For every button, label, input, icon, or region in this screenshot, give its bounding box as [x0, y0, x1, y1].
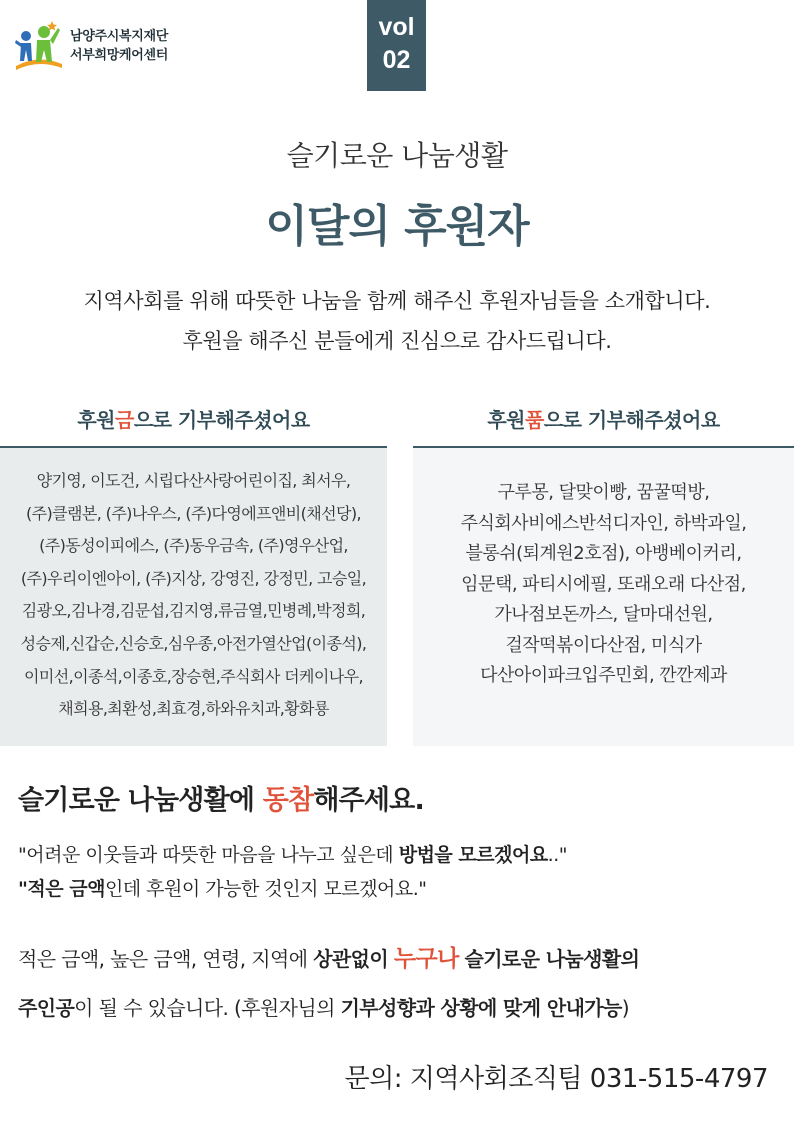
money-donor-line: (주)동성이피에스, (주)동우금속, (주)영우산업,: [39, 536, 348, 556]
page-title: 이달의 후원자: [265, 201, 529, 252]
para-f: 슬기로운 나눔생활의: [464, 947, 640, 971]
quote1-bold: 방법을 모르겠어요: [398, 844, 548, 866]
intro-text: [0, 281, 794, 361]
intro-line-2: 후원을 해주신 분들에게 진심으로 감사드립니다.: [182, 329, 612, 353]
para-line-2: [18, 984, 639, 1033]
contact-info: 문의: 지역사회조직팀 031-515-4797: [344, 1064, 768, 1094]
org-logo: [12, 16, 168, 76]
people-logo-icon: [12, 16, 64, 76]
goods-donor-line: 블롱쉬(퇴계원2호점), 아뱅베이커리,: [465, 543, 742, 564]
volume-tag: [367, 0, 426, 91]
org-name-line1: 남양주시복지재단: [70, 29, 169, 44]
join-highlight: 동참: [262, 785, 314, 816]
para-line-1: [18, 935, 639, 984]
goods-donors-list: [413, 448, 794, 692]
goods-donors-box: [413, 448, 794, 746]
quote1-pre: "어려운 이웃들과 따뜻한 마음을 나누고 싶은데: [18, 844, 399, 866]
money-donors-heading: [0, 404, 387, 433]
quote-line-2: [18, 872, 567, 906]
goods-donor-line: 가나점보돈까스, 달마대선원,: [494, 604, 713, 625]
join-pre: 슬기로운 나눔생활에: [18, 785, 263, 816]
goods-donor-line: 주식회사비에스반석디자인, 하박과일,: [460, 512, 747, 534]
quote2-pre: ": [18, 878, 28, 900]
goods-donor-line: 다산아이파크입주민회, 깐깐제과: [480, 665, 727, 686]
para-g: 주인공: [18, 996, 75, 1020]
quote1-post: ..": [547, 844, 567, 866]
money-heading-highlight: 금: [114, 408, 134, 432]
goods-donor-line: 구루몽, 달맞이빵, 꿈꿀떡방,: [497, 482, 710, 503]
goods-heading-post: 으로 기부해주셨어요: [543, 408, 720, 432]
volume-label: vol: [378, 13, 415, 41]
money-heading-pre: 후원: [77, 408, 115, 432]
money-donors-box: [0, 448, 387, 746]
money-donor-line: 채희용,최환성,최효경,하와유치과,황화룡: [58, 699, 329, 719]
para-a: 적은 금액, 높은 금액, 연령, 지역에: [18, 947, 314, 971]
para-h: 이 될 수 있습니다. (후원자님의: [74, 996, 341, 1020]
goods-heading-pre: 후원: [487, 408, 525, 432]
join-post: 해주세요.: [313, 785, 424, 816]
quote-line-1: [18, 838, 567, 872]
para-i: 기부성향과 상황에 맞게 안내가능: [340, 996, 622, 1020]
money-donor-line: 양기영, 이도건, 시립다산사랑어린이집, 최서우,: [36, 471, 351, 490]
goods-donor-line: 임문택, 파티시에필, 또래오래 다산점,: [461, 573, 746, 595]
intro-line-1: 지역사회를 위해 따뜻한 나눔을 함께 해주신 후원자님들을 소개합니다.: [83, 289, 711, 313]
money-donor-line: 김광오,김나경,김문섭,김지영,류금열,민병례,박정희,: [21, 601, 366, 621]
para-b: 상관없이: [313, 947, 389, 971]
join-heading: [18, 778, 424, 817]
volume-number: 02: [382, 46, 411, 74]
para-d: 누구나: [393, 946, 459, 972]
para-j: ): [621, 996, 629, 1020]
money-donor-line: 성승제,신갑순,신승호,심우종,아전가열산업(이종석),: [20, 633, 367, 653]
money-donor-line: (주)우리이엔아이, (주)지상, 강영진, 강정민, 고승일,: [20, 568, 367, 588]
money-donor-line: (주)클램본, (주)나우스, (주)다영에프앤비(채선당),: [26, 503, 361, 523]
invitation-paragraph: [18, 935, 639, 1033]
goods-heading-highlight: 품: [524, 408, 544, 432]
quote2-post: 인데 후원이 가능한 것인지 모르겠어요.": [104, 878, 427, 900]
goods-donor-line: 걸작떡볶이다산점, 미식가: [505, 634, 702, 656]
org-name-line2: 서부희망케어센터: [70, 48, 169, 63]
page-subtitle: 슬기로운 나눔생활: [286, 139, 508, 172]
money-heading-post: 으로 기부해주셨어요: [133, 408, 310, 432]
money-donor-line: 이미선,이종석,이종호,장승현,주식회사 더케이나우,: [24, 666, 363, 686]
quotes-block: [18, 838, 567, 906]
quote2-bold: 적은 금액: [27, 878, 105, 900]
goods-donors-heading: [413, 404, 794, 433]
money-donors-list: [0, 448, 387, 726]
